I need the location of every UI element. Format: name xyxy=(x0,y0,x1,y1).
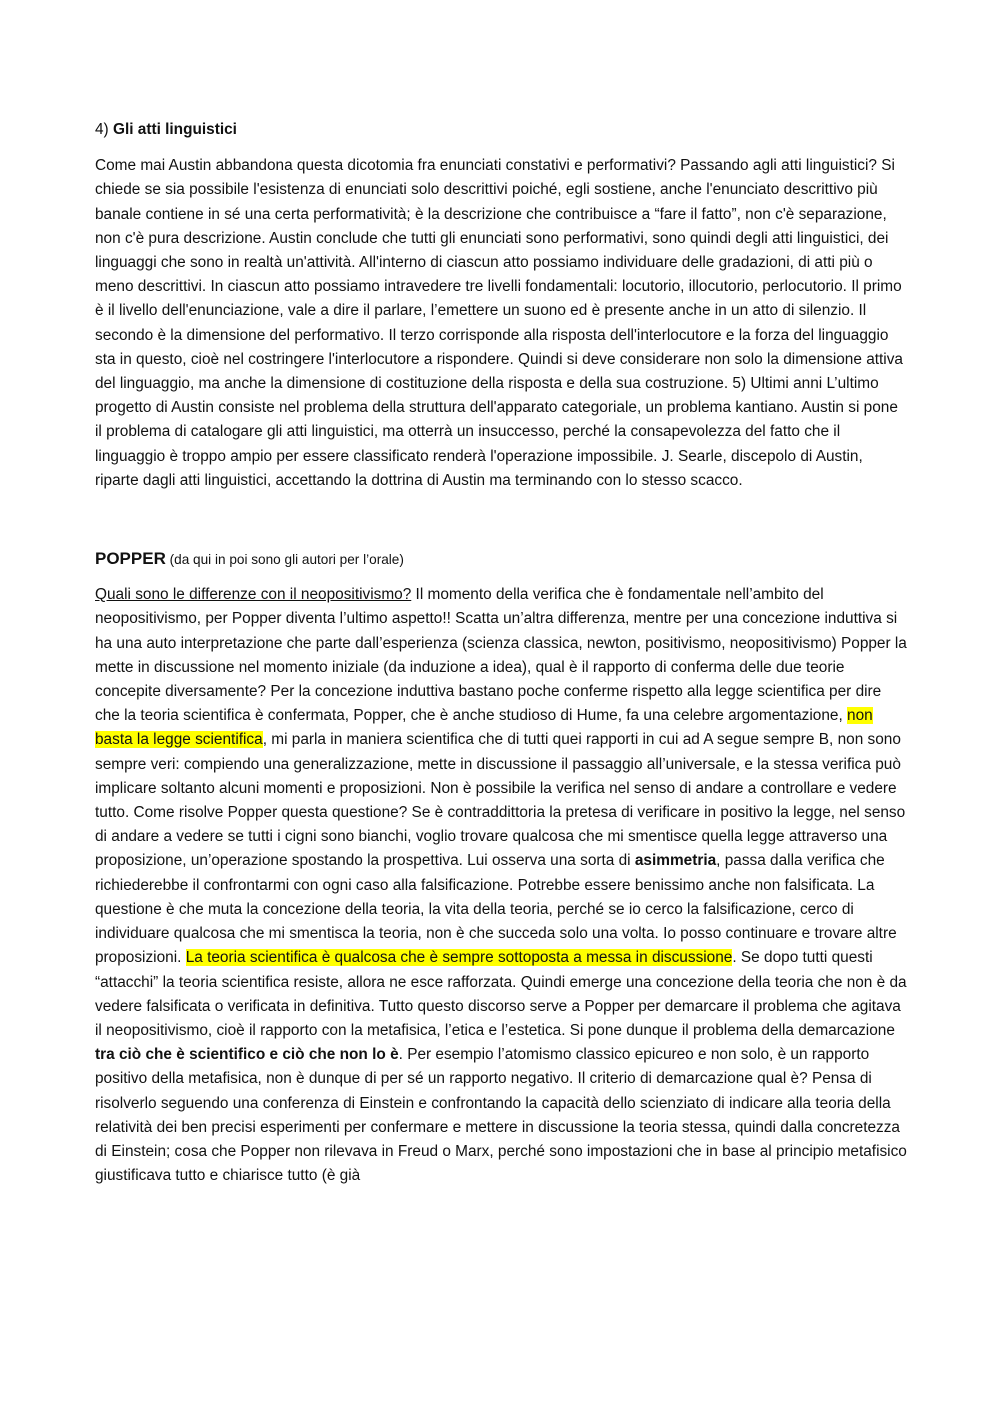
popper-question: Quali sono le differenze con il neopositivismo? xyxy=(95,586,412,604)
popper-text-5: . Per esempio l’atomismo classico epicureo e non solo, è un rapporto positivo della metafisica, non è dunque di per sé un rapporto negativo. Il criterio di demarcazione qual è? Pensa di risolverlo seguendo una conferenza di Einstein e confrontando la capacità dello scienziato di indicare alla teoria della relatività dei ben precisi esperimenti per confermare e mettere in discussione la teoria stessa, quindi dalla concretezza di Einstein; cosa che Popper non rilevava in Freud o Marx, perché sono impostazioni che in base al principio metafisico giustificava tutto e chiarisce tutto (è già xyxy=(95,1046,907,1185)
section-number: 4) xyxy=(95,121,113,138)
popper-paragraph xyxy=(95,583,907,1188)
popper-heading xyxy=(95,547,907,572)
highlight-1: non basta la legge scientifica xyxy=(95,707,873,749)
popper-text-3: , passa dalla verifica che richiederebbe il confrontarmi con ogni caso alla falsificazione. Potrebbe essere benissimo anche non falsificata. La questione è che muta la concezione della teoria, la vita della teoria, perché se io cerco la falsificazione, cerco di individuare qualcosa che mi smentisca la teoria, non è che succeda solo una volta. Io posso continuare e trovare altre proposizioni. xyxy=(95,852,897,967)
popper-text-2: , mi parla in maniera scientifica che di tutti quei rapporti in cui ad A segue sempre B, non sono sempre veri: compiendo una generalizzazione, mette in discussione il passaggio all’universale, e la stessa verifica può implicare soltanto alcuni momenti e proposizioni. Non è possibile la verifica nel senso di andare a controllare e vedere tutto. Come risolve Popper questa questione? Se è contraddittoria la pretesa di verificare in positivo la legge, nel senso di andare a vedere se tutti i cigni sono bianchi, voglio trovare qualcosa che mi smentisce quella legge attraverso una proposizione, un’operazione spostando la prospettiva. Lui osserva una sorta di xyxy=(95,731,906,870)
popper-text-1: Il momento della verifica che è fondamentale nell’ambito del neopositivismo, per Popper diventa l’ultimo aspetto!! Scatta un’altra differenza, mentre per una concezione induttiva si ha una auto interpretazione che parte dall’esperienza (scienza classica, newton, positivismo, neopositivismo) Popper la mette in discussione nel momento iniziale (da induzione a idea), qual è il rapporto di conferma delle due teorie concepite diversamente? Per la concezione induttiva bastano poche conferme rispetto alla legge scientifica per dire che la teoria scientifica è confermata, Popper, che è anche studioso di Hume, fa una celebre argomentazione, xyxy=(95,586,907,725)
highlight-2: La teoria scientifica è qualcosa che è sempre sottoposta a messa in discussione xyxy=(185,949,733,967)
popper-title: POPPER xyxy=(95,549,166,569)
popper-text-4: . Se dopo tutti questi “attacchi” la teoria scientifica resiste, allora ne esce rafforzata. Quindi emerge una concezione della teoria che non è da vedere falsificata o verificata in definitiva. Tutto questo discorso serve a Popper per demarcare il problema che agitava il neopositivismo, cioè il rapporto con la metafisica, l’etica e l’estetica. Si pone dunque il problema della demarcazione xyxy=(95,949,907,1039)
section-4-heading xyxy=(95,118,907,142)
popper-subtitle: (da qui in poi sono gli autori per l’orale) xyxy=(165,552,404,568)
bold-demarcazione: tra ciò che è scientifico e ciò che non lo è xyxy=(95,1046,399,1064)
bold-asimmetria: asimmetria xyxy=(634,852,717,870)
section-title: Gli atti linguistici xyxy=(112,121,237,138)
document-page xyxy=(95,118,907,1188)
section-4-paragraph: Come mai Austin abbandona questa dicotomia fra enunciati constativi e performativi? Passando agli atti linguistici? Si chiede se sia possibile l'esistenza di enunciati solo descrittivi poiché, egli sostiene, anche l'enunciato descrittivo più banale contiene in sé una certa performatività; è la descrizione che contribuisce a “fare il fatto”, non c'è separazione, non c'è pura descrizione. Austin conclude che tutti gli enunciati sono performativi, sono quindi degli atti linguistici, dei linguaggi che sono in realtà un'attività. All'interno di ciascun atto possiamo individuare delle gradazioni, di atti più o meno descrittivi. In ciascun atto possiamo intravedere tre livelli fondamentali: locutorio, illocutorio, perlocutorio. Il primo è il livello dell'enunciazione, vale a dire il parlare, l’emettere un suono ed è presente anche in un atto di silenzio. Il secondo è la dimensione del performativo. Il terzo corrisponde alla risposta dell'interlocutore e la forza del linguaggio sta in questo, cioè nel costringere l'interlocutore a rispondere. Quindi si deve considerare non solo la dimensione attiva del linguaggio, ma anche la dimensione di costituzione della risposta e della sua costruzione. 5) Ultimi anni L’ultimo progetto di Austin consiste nel problema della struttura dell'apparato categoriale, un problema kantiano. Austin si pone il problema di catalogare gli atti linguistici, ma otterrà un insuccesso, perché la consapevolezza del fatto che il linguaggio è troppo ampio per essere classificato renderà l'operazione impossibile. J. Searle, discepolo di Austin, riparte dagli atti linguistici, accettando la dottrina di Austin ma terminando con lo stesso scacco. xyxy=(95,157,903,489)
